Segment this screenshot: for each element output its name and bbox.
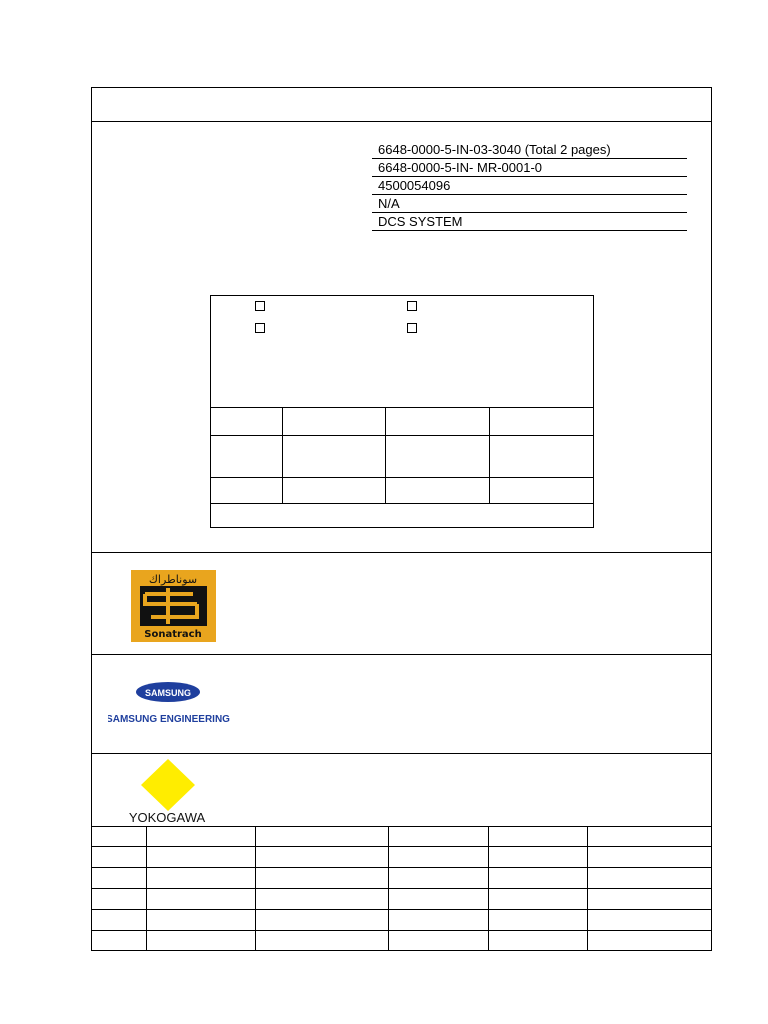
approval-grid-line xyxy=(210,503,594,504)
revision-table-line xyxy=(91,888,712,889)
sonatrach-logo xyxy=(131,570,216,642)
section-divider-client xyxy=(91,552,712,553)
sonatrach-logo-text: Sonatrach xyxy=(144,629,202,640)
approval-checkbox-4[interactable] xyxy=(407,323,417,333)
revision-table-col xyxy=(146,826,147,950)
yokogawa-text: YOKOGAWA xyxy=(128,810,206,825)
revision-table-line xyxy=(91,846,712,847)
sonatrach-arabic-text: سوناطراك xyxy=(148,573,198,586)
section-divider-vendor xyxy=(91,753,712,754)
revision-table-line xyxy=(91,826,712,827)
revision-table-line xyxy=(91,909,712,910)
revision-table-col xyxy=(388,826,389,950)
equipment-name: DCS SYSTEM xyxy=(372,213,687,231)
document-number: 6648-0000-5-IN-03-3040 (Total 2 pages) xyxy=(372,141,687,159)
section-divider-contractor xyxy=(91,654,712,655)
revision-table-col xyxy=(255,826,256,950)
yokogawa-logo xyxy=(110,757,220,825)
revision-table-line xyxy=(91,867,712,868)
header-divider xyxy=(91,121,712,122)
revision-table-col xyxy=(587,826,588,950)
approval-grid-col xyxy=(489,407,490,503)
approval-checkbox-2[interactable] xyxy=(407,301,417,311)
tag-number: N/A xyxy=(372,195,687,213)
approval-grid-col xyxy=(282,407,283,503)
samsung-engineering-logo xyxy=(108,680,233,725)
approval-checkbox-1[interactable] xyxy=(255,301,265,311)
samsung-oval-text: SAMSUNG xyxy=(144,688,192,698)
revision-table-line xyxy=(91,930,712,931)
revision-table-col xyxy=(488,826,489,950)
approval-checkbox-3[interactable] xyxy=(255,323,265,333)
requisition-number: 6648-0000-5-IN- MR-0001-0 xyxy=(372,159,687,177)
approval-grid-col xyxy=(385,407,386,503)
approval-grid-line xyxy=(210,477,594,478)
purchase-order-number: 4500054096 xyxy=(372,177,687,195)
approval-grid-line xyxy=(210,435,594,436)
approval-grid-line xyxy=(210,407,594,408)
samsung-engineering-text: SAMSUNG ENGINEERING xyxy=(108,714,230,725)
approval-box xyxy=(210,295,594,528)
